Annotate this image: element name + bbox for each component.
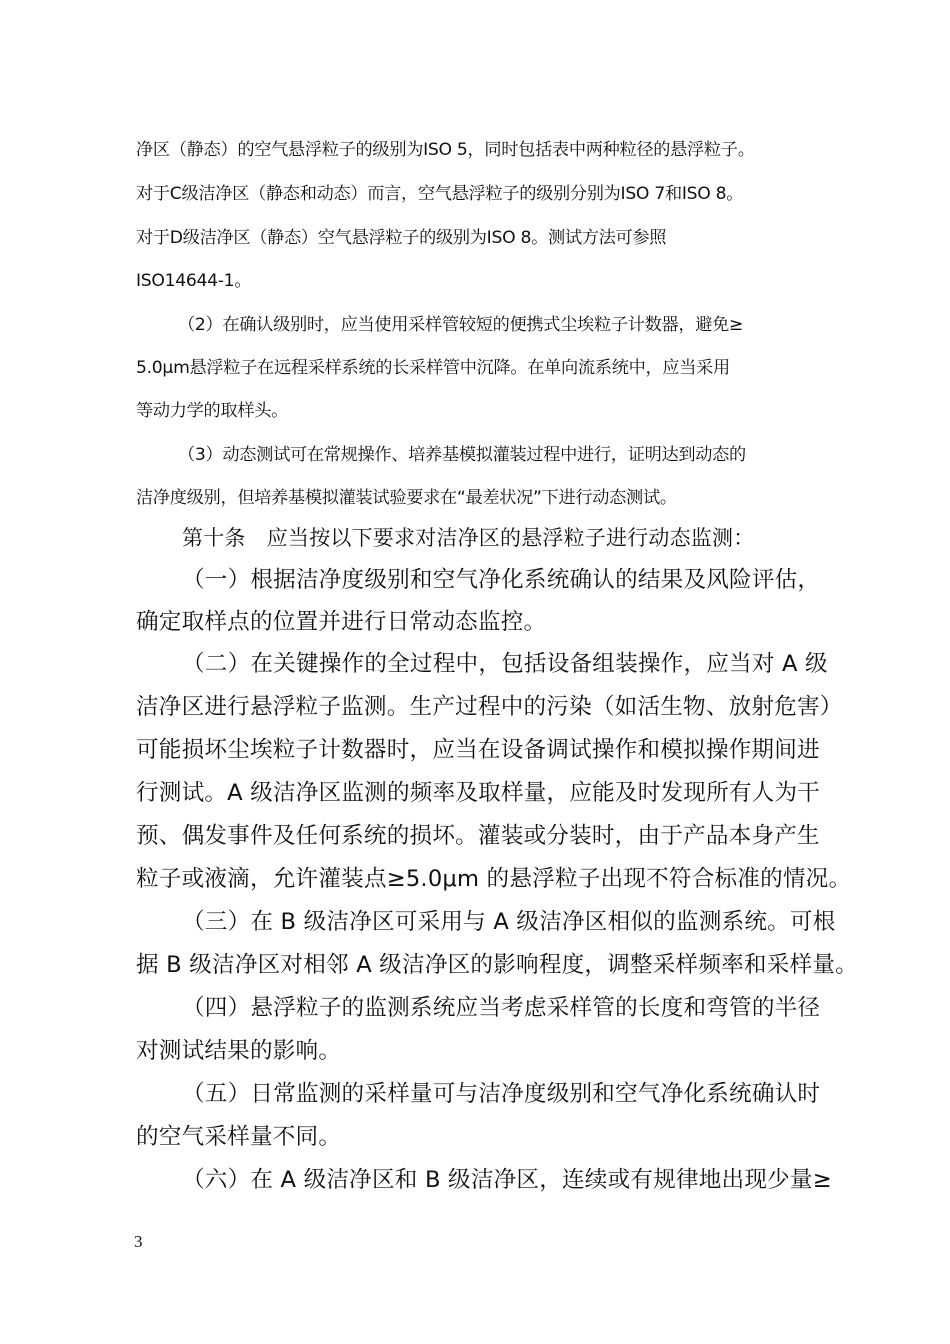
- text-line: 预、偶发事件及任何系统的损坏。灌装或分装时，由于产品本身产生: [136, 823, 820, 849]
- text-line: （2）在确认级别时，应当使用采样管较短的便携式尘埃粒子计数器，避免≥: [178, 315, 744, 335]
- text-line: 5.0μm悬浮粒子在远程采样系统的长采样管中沉降。在单向流系统中，应当采用: [136, 358, 730, 378]
- text-line: 对于D级洁净区（静态）空气悬浮粒子的级别为ISO 8。测试方法可参照: [136, 228, 667, 248]
- text-line: 行测试。A 级洁净区监测的频率及取样量，应能及时发现所有人为干: [136, 780, 821, 806]
- text-line: 确定取样点的位置并进行日常动态监控。: [136, 609, 547, 635]
- text-line: （二）在关键操作的全过程中，包括设备组装操作，应当对 A 级: [182, 651, 828, 677]
- text-line: 可能损坏尘埃粒子计数器时，应当在设备调试操作和模拟操作期间进: [136, 737, 820, 763]
- text-line: （五）日常监测的采样量可与洁净度级别和空气净化系统确认时: [182, 1081, 821, 1107]
- text-line: 对测试结果的影响。: [136, 1038, 342, 1064]
- text-line: （一）根据洁净度级别和空气净化系统确认的结果及风险评估，: [182, 567, 821, 593]
- text-line: （3）动态测试可在常规操作、培养基模拟灌装过程中进行，证明达到动态的: [178, 445, 746, 465]
- text-line: 的空气采样量不同。: [136, 1124, 342, 1150]
- text-line: 洁净度级别，但培养基模拟灌装试验要求在“最差状况”下进行动态测试。: [136, 488, 677, 508]
- text-line: （三）在 B 级洁净区可采用与 A 级洁净区相似的监测系统。可根: [182, 909, 836, 935]
- article-heading: 第十条 应当按以下要求对洁净区的悬浮粒子进行动态监测：: [182, 526, 755, 550]
- text-line: （四）悬浮粒子的监测系统应当考虑采样管的长度和弯管的半径: [182, 995, 821, 1021]
- page-number: 3: [134, 1232, 143, 1251]
- text-line: 据 B 级洁净区对相邻 A 级洁净区的影响程度，调整采样频率和采样量。: [136, 952, 858, 978]
- text-line: 对于C级洁净区（静态和动态）而言，空气悬浮粒子的级别分别为ISO 7和ISO 8。: [136, 184, 744, 204]
- text-line: 粒子或液滴，允许灌装点≥5.0μm 的悬浮粒子出现不符合标准的情况。: [136, 866, 852, 892]
- text-line: 洁净区进行悬浮粒子监测。生产过程中的污染（如活生物、放射危害）: [136, 694, 843, 720]
- text-line: 等动力学的取样头。: [136, 401, 288, 421]
- text-line: （六）在 A 级洁净区和 B 级洁净区，连续或有规律地出现少量≥: [182, 1167, 832, 1193]
- text-line: 净区（静态）的空气悬浮粒子的级别为ISO 5，同时包括表中两种粒径的悬浮粒子。: [136, 140, 755, 160]
- text-line: ISO14644-1。: [136, 271, 252, 291]
